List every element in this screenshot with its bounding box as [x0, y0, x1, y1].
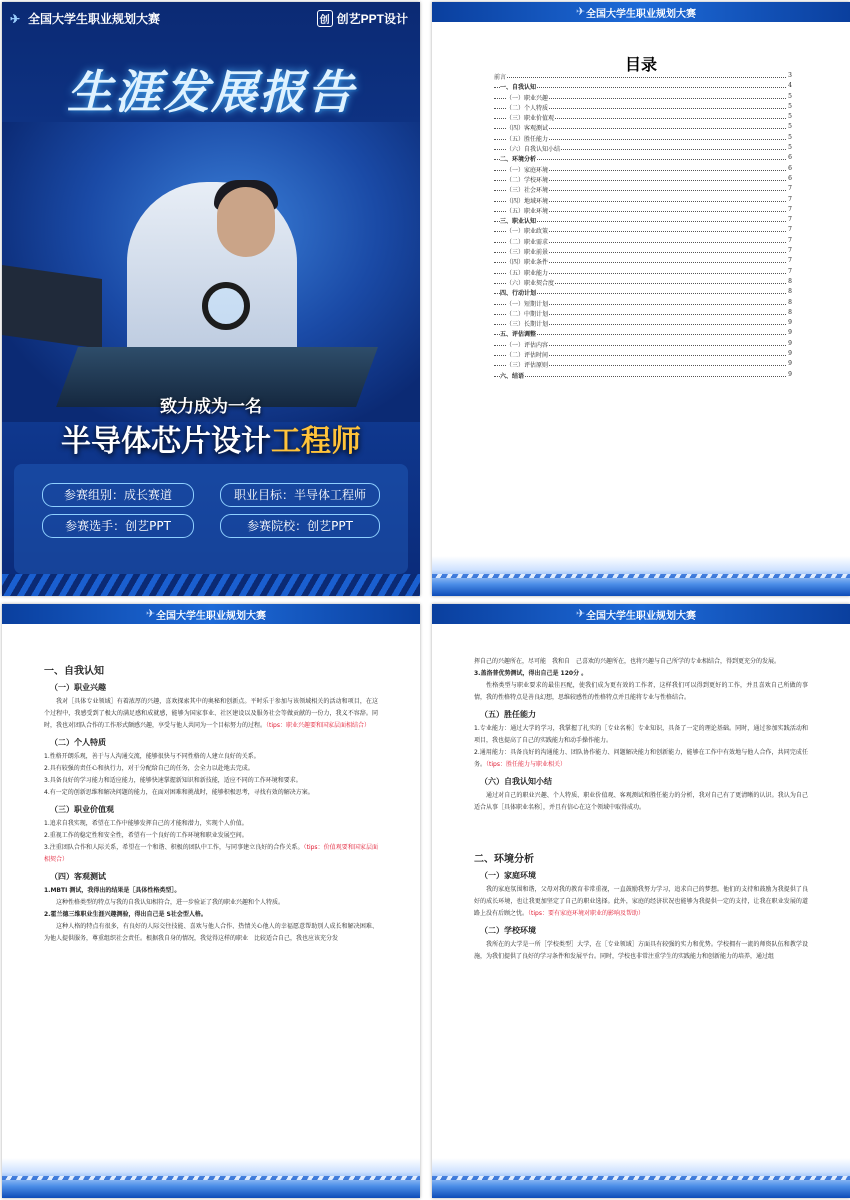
toc-entry-text: （六）职业契合度 [506, 279, 555, 287]
toc-page-number: 7 [788, 247, 792, 255]
paragraph: 我所在的大学是一所［学校类型］大学，在［专业领域］方面具有较强的实力和优势。学校拥有一流的师资队伍和教学设施，为我们提供了良好的学习条件和发展平台。同时，学校也非常注重学生的实践能力和创新能力的培养，通过组 [474, 941, 808, 960]
toc-entry[interactable] [494, 144, 792, 154]
toc-entry[interactable] [494, 154, 792, 164]
cover-brand [317, 10, 408, 27]
toc-entry[interactable] [494, 216, 792, 226]
toc-entry-text: 三、职业认知 [500, 218, 537, 226]
toc-entry-text: （二）评估时间 [506, 352, 549, 360]
toc-entry-text: （二）中期计划 [506, 310, 549, 318]
toc-leader [494, 293, 786, 294]
toc-page-number: 8 [788, 277, 792, 285]
page-footer [432, 556, 850, 596]
brand-logo-icon: 创 [317, 10, 333, 27]
toc-entry-text: （三）长期计划 [506, 321, 549, 329]
toc-entry[interactable] [494, 103, 792, 113]
toc-entry-text: （五）职业环境 [506, 207, 549, 215]
event-logo-icon: ✈ [10, 12, 21, 26]
toc-entry-text: （二）学校环境 [506, 176, 549, 184]
toc-entry[interactable] [494, 309, 792, 319]
toc-entry[interactable] [494, 288, 792, 298]
subsection-heading: （二）学校环境 [480, 926, 536, 935]
tip-text: （tips：价值观要和国家层面相契合） [44, 844, 378, 863]
toc-entry[interactable] [494, 72, 792, 82]
toc-page-number: 5 [788, 144, 792, 152]
content-page-2 [432, 604, 850, 1198]
cover-main-highlight: 工程师 [271, 424, 361, 459]
tip-text: （tips：胜任能力与职业相关） [486, 761, 566, 768]
toc-entry[interactable] [494, 113, 792, 123]
toc-page-number: 9 [788, 319, 792, 327]
info-group: 参赛组别：成长赛道 [42, 483, 194, 507]
toc-entry[interactable] [494, 360, 792, 370]
toc-entry-text: 前言 [494, 74, 507, 81]
toc-entry-text: 五、评估调整 [500, 331, 537, 339]
list-item: 3.具备良好的学习能力和适应能力，能够快速掌握新知识和新技能，适应不同的工作环境和要求。 [44, 777, 302, 784]
toc-entry-text: （四）地域环境 [506, 197, 549, 205]
toc-entry[interactable] [494, 237, 792, 247]
paragraph-text: 我的家庭氛围和谐，父母对我的教育非常重视，一直鼓励我努力学习，追求自己的梦想。他们的支持和鼓励为我提供了良好的成长环境，也让我更加坚定了自己的职业选择。此外，家庭的经济状况也能够为我提供一定的支持，让我在职业发展的道路上没有后顾之忧。 [474, 886, 808, 917]
paragraph: 这种人格的特点有很多，有良好的人际交往技能、喜欢与他人合作、热情关心他人的幸福愿意帮助别人成长和解决困难、为他人提供服务，尊重组织社会责任。根据我自身的情况，我觉得这样的职业 比较适合自己，我也应该充分发 [44, 923, 378, 942]
subsection-heading: （五）胜任能力 [480, 710, 536, 719]
page-footer [432, 1158, 850, 1198]
toc-page-number: 9 [788, 350, 792, 358]
toc-page-number: 7 [788, 205, 792, 213]
toc-entry[interactable] [494, 299, 792, 309]
info-player: 参赛选手：创艺PPT [42, 514, 194, 538]
list-item: 2.具有较强的责任心和执行力，对于分配给自己的任务，会全力以赴地去完成。 [44, 765, 254, 772]
toc-entry[interactable] [494, 134, 792, 144]
paragraph [44, 696, 378, 732]
cover-event-header [10, 10, 160, 27]
section-heading: 一、自我认知 [44, 666, 104, 677]
toc-page-number: 6 [788, 164, 792, 172]
toc-page-number: 6 [788, 174, 792, 182]
content-page-1 [2, 604, 420, 1198]
list-item: 1.专业能力：通过大学的学习，我掌握了扎实的［专业名称］专业知识，具备了一定的理论基础。同时，通过参加实践活动和项目，我也提高了自己的实践能力和动手操作能力。 [474, 725, 808, 744]
toc-entry[interactable] [494, 196, 792, 206]
toc-leader [494, 77, 786, 78]
toc-page-number: 8 [788, 288, 792, 296]
toc-page-number: 5 [788, 123, 792, 131]
toc-entry[interactable] [494, 226, 792, 236]
subsection-heading: （一）家庭环境 [480, 871, 536, 880]
toc-leader [494, 159, 786, 160]
list-item [44, 842, 378, 866]
engineer-head [217, 187, 275, 257]
toc-entry[interactable] [494, 206, 792, 216]
toc-page-number: 3 [788, 72, 792, 79]
cover-title: 生涯发展报告 [67, 65, 355, 119]
toc-entry-text: （四）客观测试 [506, 125, 549, 133]
test-result: 3.盖洛普优势测试，得出自己是 120分 。 [474, 670, 588, 677]
toc-page-number: 7 [788, 226, 792, 234]
toc-page-number: 9 [788, 370, 792, 378]
toc-page-number: 7 [788, 185, 792, 193]
paragraph [474, 884, 808, 920]
list-item: 1.性格开朗乐观，善于与人沟通交流，能够很快与不同性格的人建立良好的关系。 [44, 753, 260, 760]
toc-entry-text: （三）社会环境 [506, 187, 549, 195]
event-logo-icon: ✈ [146, 607, 156, 620]
laptop-image [2, 265, 102, 349]
header-title: 全国大学生职业规划大赛 [156, 611, 266, 622]
cover-photo [2, 122, 420, 422]
toc-entry[interactable] [494, 278, 792, 288]
info-goal: 职业目标：半导体工程师 [220, 483, 380, 507]
toc-entry[interactable] [494, 329, 792, 339]
toc-entry-text: （四）职业条件 [506, 259, 549, 267]
toc-page-number: 6 [788, 154, 792, 162]
toc-page-number: 5 [788, 102, 792, 110]
toc-entry[interactable] [494, 82, 792, 92]
tip-text: （tips：要有家庭环境对职业的影响及帮助） [528, 910, 644, 917]
toc-page-number: 9 [788, 339, 792, 347]
brand-text: 创艺PPT设计 [336, 12, 408, 26]
toc-list [494, 72, 792, 381]
test-result: 2.霍兰德三维职业生涯兴趣测验，得出自己是 S社会型人格。 [44, 911, 207, 918]
toc-entry-text: （三）评估原则 [506, 362, 549, 370]
page-footer [2, 1158, 420, 1198]
section-heading: 二、环境分析 [474, 854, 534, 865]
cover-subtitle: 致力成为一名 [160, 397, 262, 417]
cover-main-a: 半导体芯片设计 [61, 424, 271, 459]
toc-page-number: 7 [788, 236, 792, 244]
toc-entry[interactable] [494, 268, 792, 278]
toc-leader [494, 221, 786, 222]
toc-entry-text: （一）职业兴趣 [506, 94, 549, 102]
event-logo-icon: ✈ [576, 607, 586, 620]
toc-entry-text: （五）胜任能力 [506, 135, 549, 143]
toc-page-number: 5 [788, 113, 792, 121]
toc-entry[interactable] [494, 175, 792, 185]
toc-entry-text: （五）职业能力 [506, 269, 549, 277]
toc-leader [494, 87, 786, 88]
toc-page-number: 4 [788, 82, 792, 90]
toc-page-number: 5 [788, 133, 792, 141]
toc-page [432, 2, 850, 596]
toc-entry[interactable] [494, 340, 792, 350]
toc-entry-text: 二、环境分析 [500, 156, 537, 164]
toc-entry[interactable] [494, 371, 792, 381]
subsection-heading: （四）客观测试 [50, 872, 106, 881]
info-school: 参赛院校：创艺PPT [220, 514, 380, 538]
list-item [474, 747, 808, 771]
toc-entry[interactable] [494, 185, 792, 195]
toc-entry[interactable] [494, 350, 792, 360]
paragraph: 这种性格类型的特点与我的自我认知相符合，进一步验证了我的职业兴趣和个人特质。 [56, 899, 285, 906]
subsection-heading: （三）职业价值观 [50, 805, 114, 814]
toc-page-number: 7 [788, 216, 792, 224]
header-title: 全国大学生职业规划大赛 [586, 9, 696, 20]
toc-entry-text: （三）职业价值观 [506, 115, 555, 123]
header-title: 全国大学生职业规划大赛 [586, 611, 696, 622]
toc-entry-text: 四、行动计划 [500, 290, 537, 298]
toc-entry-text: （一）短期计划 [506, 300, 549, 308]
magnifier-icon [202, 282, 250, 330]
list-item-text: 3.注重团队合作和人际关系，希望在一个和谐、积极的团队中工作，与同事建立良好的合作关系。 [44, 844, 304, 851]
page-header [432, 2, 850, 22]
toc-entry-text: （三）职业前景 [506, 249, 549, 257]
toc-entry-text: （一）评估内容 [506, 341, 549, 349]
toc-entry[interactable] [494, 123, 792, 133]
page-header [2, 604, 420, 624]
toc-entry-text: （一）家庭环境 [506, 166, 549, 174]
paragraph: 通过对自己的职业兴趣、个人特质、职业价值观、客观测试和胜任能力的分析，我对自己有了更清晰的认识。我认为自己适合从事［具体职业名称］，并且有信心在这个领域中取得成功。 [474, 792, 808, 811]
toc-leader [494, 376, 786, 377]
toc-entry[interactable] [494, 93, 792, 103]
toc-entry-text: （一）职业政策 [506, 228, 549, 236]
toc-page-number: 7 [788, 257, 792, 265]
toc-page-number: 8 [788, 308, 792, 316]
event-logo-icon: ✈ [576, 5, 586, 18]
list-item: 1.追求自我实现，希望在工作中能够发挥自己的才能和潜力，实现个人价值。 [44, 820, 248, 827]
list-item: 2.重视工作的稳定性和安全性，希望有一个良好的工作环境和职业发展空间。 [44, 832, 248, 839]
subsection-heading: （一）职业兴趣 [50, 683, 106, 692]
toc-page-number: 8 [788, 298, 792, 306]
subsection-heading: （二）个人特质 [50, 738, 106, 747]
toc-entry-text: 六、结语 [500, 372, 525, 380]
toc-page-number: 5 [788, 92, 792, 100]
test-result: 1.MBTI 测试，我得出的结果是［具体性格类型］。 [44, 887, 181, 894]
list-item: 4.有一定的创新思维和解决问题的能力，在面对困难和挑战时，能够积极思考，寻找有效的解决方案。 [44, 789, 314, 796]
cover-page [2, 2, 420, 596]
cover-info-panel [14, 464, 408, 574]
toc-entry[interactable] [494, 247, 792, 257]
toc-title: 目录 [624, 55, 657, 74]
paragraph: 挥自己的兴趣所在，尽可能 我和自 己喜欢的兴趣所在，也将兴趣与自己所学的专业相结合，得到更充分的发展。 [474, 658, 781, 665]
toc-entry-text: 一、自我认知 [500, 84, 537, 92]
cover-footer-stripes [2, 574, 420, 596]
toc-page-number: 7 [788, 195, 792, 203]
cover-event-text: 全国大学生职业规划大赛 [28, 12, 161, 26]
paragraph: 性格类型与职业要求的最佳匹配，使我们成为更有效的工作者，这样我们可以得到更好的工作，并且喜欢自己所做的事情，我的性格特点是善良幻想，思维较感性的性格特点并且能将专业与性格结合。 [474, 682, 808, 701]
list-item-text: 2.通用能力：具备良好的沟通能力、团队协作能力、问题解决能力和创新能力，能够在工作中有效地与他人合作，共同完成任务。 [474, 749, 808, 768]
subsection-heading: （六）自我认知小结 [480, 777, 552, 786]
toc-page-number: 9 [788, 329, 792, 337]
toc-entry-text: （六）自我认知小结 [506, 146, 561, 154]
toc-entry[interactable] [494, 165, 792, 175]
toc-leader [494, 334, 786, 335]
tip-text: （tips：职业兴趣要和国家层面相结合） [266, 722, 370, 729]
toc-entry-text: （二）个人特质 [506, 104, 549, 112]
toc-page-number: 7 [788, 267, 792, 275]
toc-entry-text: （二）职业需求 [506, 238, 549, 246]
cover-main-title [2, 416, 420, 460]
page-header [432, 604, 850, 624]
paragraph-text: 我对［具体专业领域］有着浓厚的兴趣，喜欢探索其中的奥秘和创新点。平时乐于参加与该领域相关的活动和项目，在这个过程中，我感受到了极大的满足感和成就感，能够为国家事业、社区建设以及服务社会等做贡献的一份力，我义不容辞。同时，我也对团队合作的工作形式颇感兴趣，享受与他人共同为一个目标努力的过程。 [44, 698, 378, 729]
toc-page-number: 9 [788, 360, 792, 368]
toc-entry[interactable] [494, 319, 792, 329]
toc-entry[interactable] [494, 257, 792, 267]
